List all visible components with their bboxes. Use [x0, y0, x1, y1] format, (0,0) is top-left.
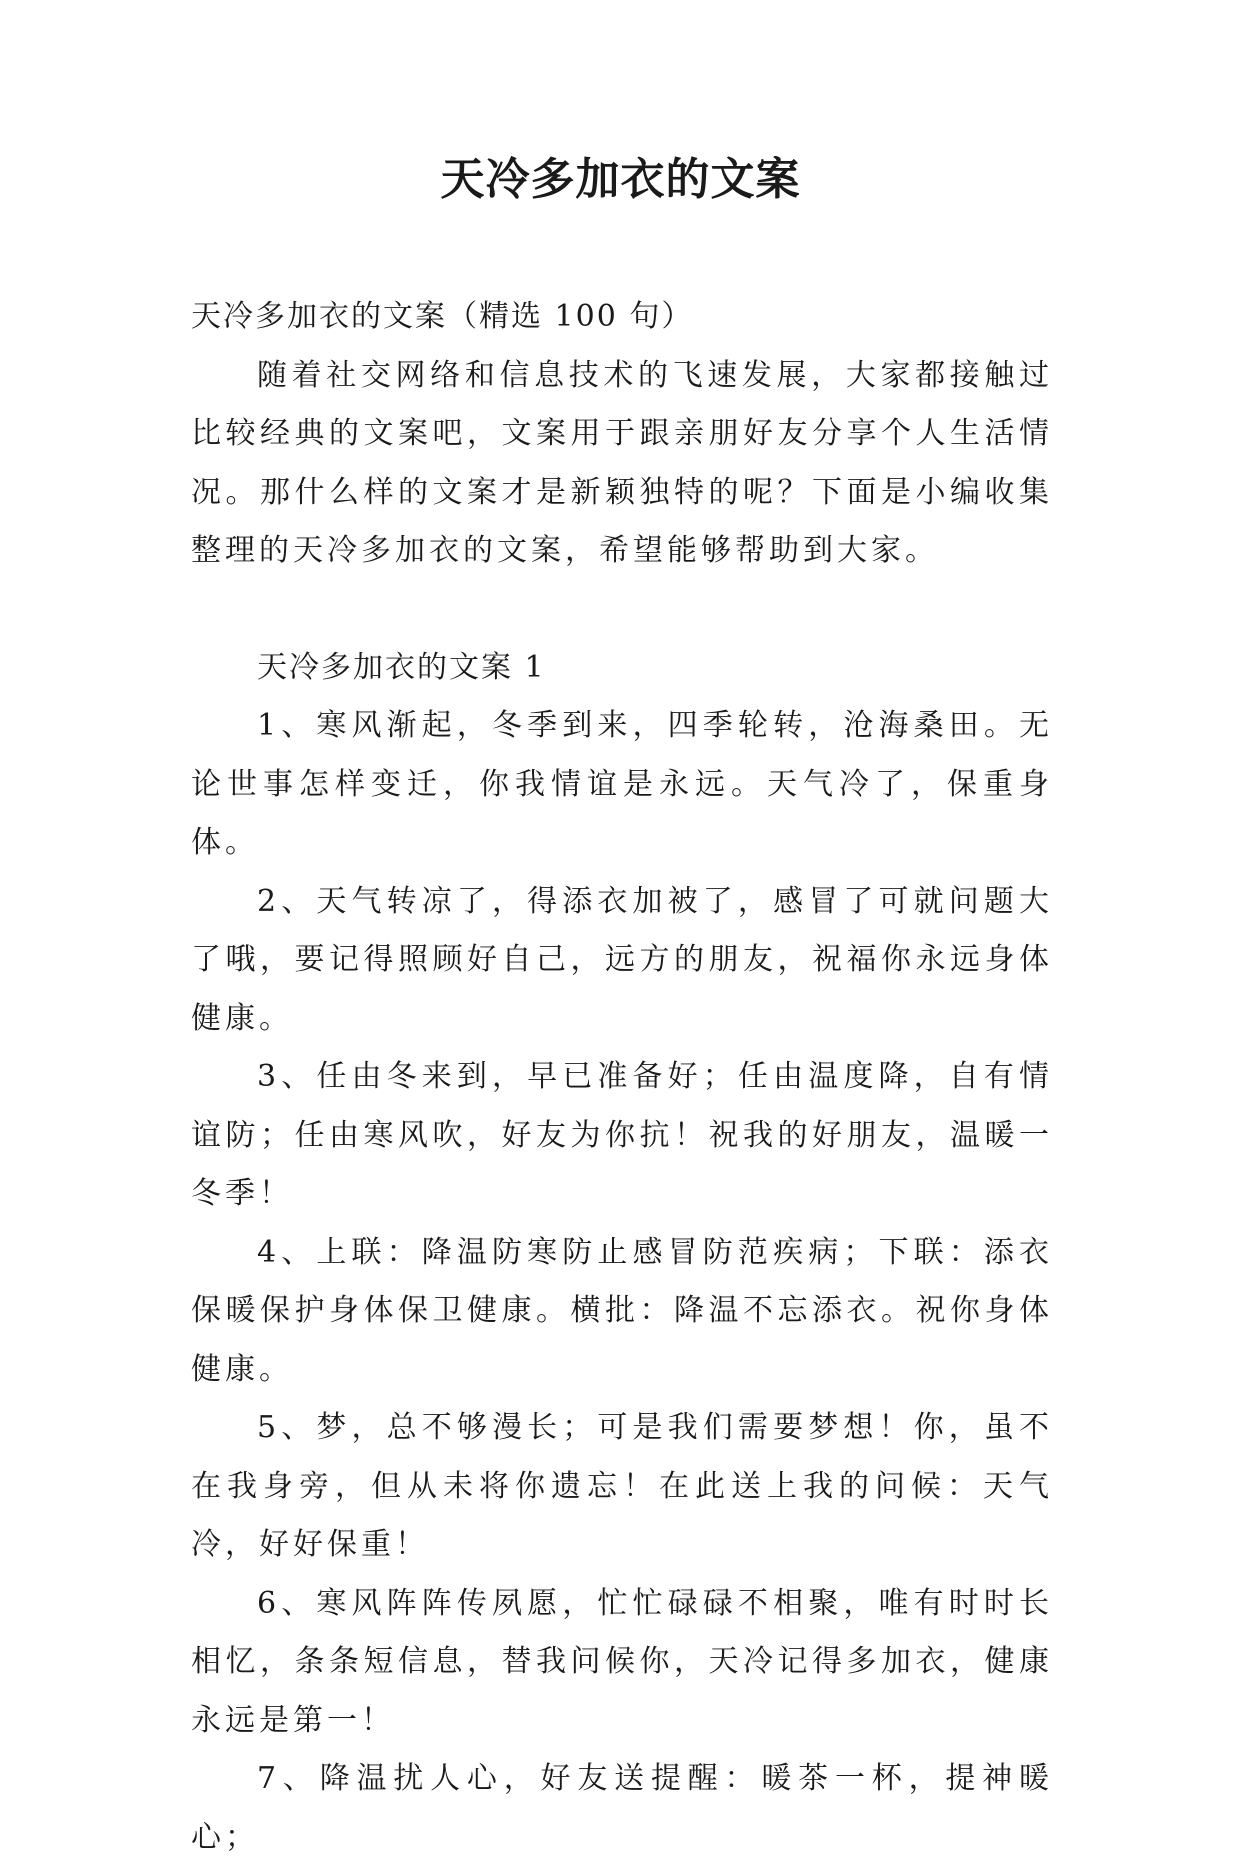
document-subtitle: 天冷多加衣的文案（精选 100 句）: [191, 299, 694, 334]
list-item: 5、梦，总不够漫长；可是我们需要梦想！你，虽不在我身旁，但从未将你遗忘！在此送上我的问候：天气冷，好好保重！: [191, 1410, 1053, 1562]
list-item: 7、降温扰人心，好友送提醒：暖茶一杯，提神暖心；: [191, 1761, 1053, 1855]
document-title: 天冷多加衣的文案: [440, 154, 801, 205]
list-item: 3、任由冬来到，早已准备好；任由温度降，自有情谊防；任由寒风吹，好友为你抗！祝我的好朋友，温暖一冬季！: [191, 1059, 1053, 1211]
section-heading: 天冷多加衣的文案 1: [257, 649, 546, 685]
list-item: 6、寒风阵阵传夙愿，忙忙碌碌不相聚，唯有时时长相忆，条条短信息，替我问候你，天冷记得多加衣，健康永远是第一！: [191, 1585, 1053, 1738]
list-item: 2、天气转凉了，得添衣加被了，感冒了可就问题大了哦，要记得照顾好自己，远方的朋友，祝福你永远身体健康。: [191, 883, 1053, 1036]
list-item: 1、寒风渐起，冬季到来，四季轮转，沧海桑田。无论世事怎样变迁，你我情谊是永远。天气冷了，保重身体。: [191, 708, 1053, 860]
paragraph-spacer: [191, 581, 1053, 639]
document-body: [191, 288, 1053, 1867]
intro-paragraph: 随着社交网络和信息技术的飞速发展，大家都接触过比较经典的文案吧，文案用于跟亲朋好友分享个人生活情况。那什么样的文案才是新颖独特的呢？下面是小编收集整理的天冷多加衣的文案，希望能够帮助到大家。: [191, 357, 1053, 568]
list-item: 4、上联：降温防寒防止感冒防范疾病；下联：添衣保暖保护身体保卫健康。横批：降温不忘添衣。祝你身体健康。: [191, 1234, 1053, 1387]
